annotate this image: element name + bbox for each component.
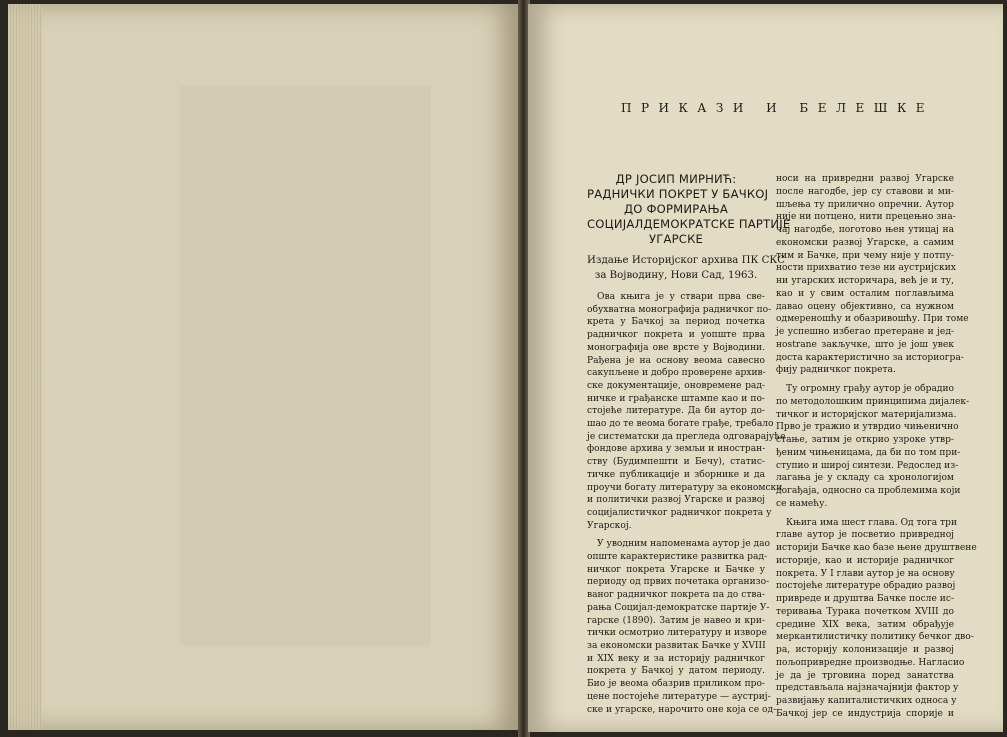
text-line: пољопривредне производње. Нагласио <box>776 657 965 668</box>
text-line: тичке публикације и зборнике и да <box>587 469 765 480</box>
text-line: обухватна монографија радничког по- <box>587 304 772 315</box>
text-line: главе аутор је посветио привредној <box>776 530 954 541</box>
text-line: ничке и грађанске штампе као и по- <box>587 393 765 404</box>
text-line: теривања Турака почетком XVIII до <box>776 606 954 617</box>
text-line: ству (Будимпешти и Бечу), статис- <box>587 457 765 468</box>
text-line: крета у Бачкој за период почетка <box>587 317 765 328</box>
text-line: као и у свим осталим поглављима <box>776 288 954 299</box>
text-line: Ту огромну грађу аутор је обрадио <box>786 384 954 394</box>
text-line: стање, затим је открио узроке утвр- <box>776 435 954 445</box>
text-line: је систематски да прегледа одговарајуће <box>587 431 786 442</box>
text-line: ваног радничког покрета па до ства- <box>587 590 765 601</box>
left-column-text <box>587 291 786 716</box>
text-line: фондове архива у земљи и иностран- <box>587 444 766 455</box>
text-line: фију радничког покрета. <box>776 365 896 376</box>
text-line: Био је веома обазрив приликом про- <box>587 679 765 690</box>
text-line: шљења ту прилично опречни. Аутор <box>776 199 954 210</box>
text-line: развијању капиталистичких односа у <box>776 696 957 706</box>
review-title <box>587 172 791 247</box>
text-line: меркантилистичку политику бечког дво- <box>776 632 974 643</box>
text-line: периоду од првих почетака организо- <box>587 577 770 588</box>
text-line: економски развој Угарске, а самим <box>776 237 954 248</box>
text-line: цене постојеће литературе — аустриј- <box>587 691 771 702</box>
title-line: ДО ФОРМИРАЊА <box>623 202 728 216</box>
text-line: одмереношћу и обазривошћу. При томе <box>776 314 969 325</box>
text-line: представљала најзначајнији фактор у <box>776 683 959 694</box>
page-edges <box>8 4 42 730</box>
imprint-line: за Војводину, Нови Сад, 1963. <box>594 270 758 281</box>
text-line: чај нагодбе, поготово њен утицај на <box>776 225 954 235</box>
text-line: и XIX веку и за историју радничког <box>587 653 765 664</box>
text-line: по методолошким принципима дијалек- <box>776 396 970 407</box>
text-line: тичког и историјског материјализма. <box>776 409 957 420</box>
title-line: УГАРСКЕ <box>648 232 704 246</box>
text-line: рања Социјал-демократске партије У- <box>587 602 770 613</box>
bleed-through-image <box>180 86 430 646</box>
text-line: давао оцену објективно, са нужном <box>776 301 954 312</box>
text-line: после нагодбе, јер су ставови и ми- <box>776 186 954 197</box>
text-line: покрета у Бачкој у датом периоду. <box>587 666 765 677</box>
text-line: сакупљене и добро проверене архив- <box>587 368 766 379</box>
text-line: шао до те веома богате грађе, требало <box>587 419 774 430</box>
text-line: У уводним напоменама аутор је дао <box>597 539 771 550</box>
text-line: историји Бачке као базе њене друштвене <box>776 543 977 553</box>
text-line: нostrane закључке, што је још увек <box>776 339 954 350</box>
right-page <box>528 4 1003 732</box>
title-line: РАДНИЧКИ ПОКРЕТ У БАЧКОЈ <box>587 187 769 201</box>
text-line: носи на привредни развој Угарске <box>776 174 954 184</box>
text-line: ности прихватио тезе ни аустријских <box>776 263 956 274</box>
text-line: ни угарских историчара, већ је и ту, <box>776 276 954 286</box>
text-line: Угарској. <box>587 520 632 531</box>
text-line: ске документације, оновремене рад- <box>587 380 765 391</box>
text-line: опште карактеристике развитка рад- <box>587 552 768 563</box>
title-line: ДР ЈОСИП МИРНИЋ: <box>615 172 737 186</box>
text-line: тим и Бачке, при чему није у потпу- <box>776 250 954 261</box>
text-line: за економски развитак Бачке у XVIII <box>587 640 766 651</box>
text-line: проучи богату литературу за економски <box>587 482 783 493</box>
text-line: покрета. У I глави аутор је на основу <box>776 568 955 579</box>
left-column <box>587 172 791 716</box>
text-line: Књига има шест глава. Од тога три <box>786 517 958 528</box>
text-line: монографија ове врсте у Војводини. <box>587 342 765 353</box>
text-line: Рађена је на основу веома савесно <box>587 355 765 366</box>
text-line: ничког покрета Угарске и Бачке у <box>587 564 765 575</box>
text-line: Ова књига је у ствари прва све- <box>597 292 765 302</box>
text-line: је успешно избегао претеране и јед- <box>776 327 954 337</box>
text-line: се намећу. <box>776 498 828 509</box>
text-line: стојеће литературе. Да би аутор до- <box>587 406 765 417</box>
imprint <box>587 253 786 283</box>
text-line: привреде и друштва Бачке после ис- <box>776 594 954 604</box>
text-line: радничког покрета и уопште прва <box>587 330 765 341</box>
text-line: социјалистичког радничког покрета у <box>587 507 772 518</box>
running-head: ПРИКАЗИ И БЕЛЕШКЕ <box>621 101 935 115</box>
left-page <box>8 4 521 730</box>
text-line: ра, историју колонизације и развој <box>776 645 954 655</box>
text-line: ђеним чињеницама, да би по том при- <box>776 447 961 458</box>
text-line: је да је трговина поред занатства <box>776 670 954 681</box>
text-line: и политички развој Угарске и развој <box>587 495 765 506</box>
text-line: доста карактеристично за историогра- <box>776 352 964 363</box>
text-line: ске и угарске, нарочито оне која се од- <box>587 704 777 715</box>
text-line: средине XIX века, затим обрађује <box>776 619 954 630</box>
text-line: гарске (1890). Затим је навео и кри- <box>587 615 765 626</box>
text-line: постојеће литературе обрадио развој <box>776 581 956 592</box>
text-line: ступио и широј синтези. Редослед из- <box>776 460 959 471</box>
title-line: СОЦИЈАЛДЕМОКРАТСКЕ ПАРТИЈЕ <box>587 217 791 231</box>
text-line: лагања је у складу са хронологијом <box>776 473 954 484</box>
text-line: догађаја, односно са проблемима који <box>776 486 961 496</box>
text-line: Прво је тражио и утврдио чињенично <box>776 422 959 433</box>
right-column <box>776 173 977 721</box>
imprint-line: Издање Историјског архива ПК СКС <box>587 255 786 266</box>
text-line: историје, као и историје радничког <box>776 555 954 566</box>
text-line: тички осмотрио литературу и изворе <box>587 628 767 639</box>
text-line: није ни потцено, нити прецењно зна- <box>776 212 956 223</box>
text-line: Бачкој јер се индустрија спорије и <box>776 708 954 719</box>
right-column-text <box>776 173 977 721</box>
